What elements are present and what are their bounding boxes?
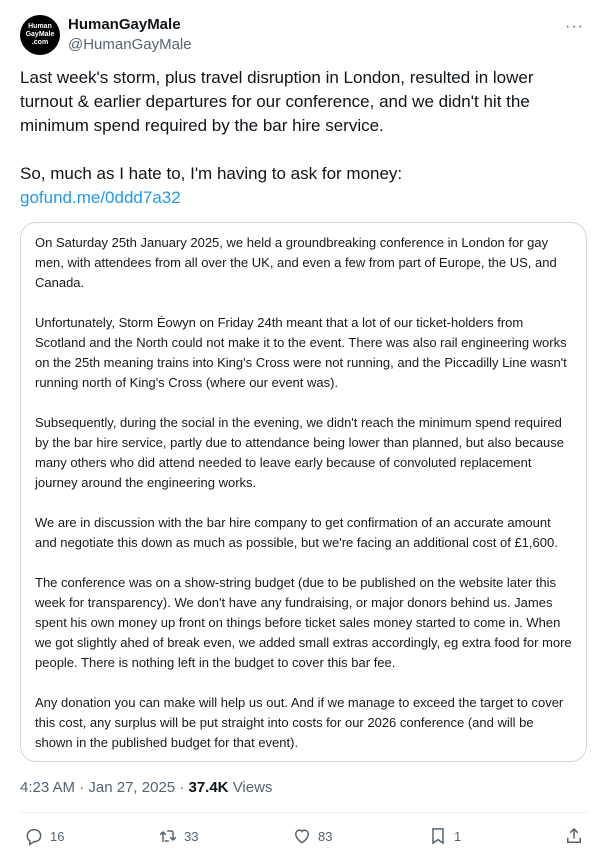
bookmark-button[interactable] xyxy=(428,826,461,846)
like-button[interactable] xyxy=(292,826,332,846)
heart-icon xyxy=(292,826,312,846)
bookmark-icon xyxy=(428,826,448,846)
repost-icon xyxy=(158,826,178,846)
repost-button[interactable] xyxy=(158,826,198,846)
avatar-text-2: GayMale xyxy=(25,31,55,38)
reply-button[interactable] xyxy=(24,826,64,846)
display-name[interactable]: HumanGayMale xyxy=(68,16,181,33)
meta-separator: · xyxy=(79,779,89,796)
share-button[interactable] xyxy=(564,826,584,846)
tweet-header xyxy=(20,12,588,58)
tweet-text xyxy=(20,66,588,210)
card-paragraph-4: We are in discussion with the bar hire company to get confirmation of an accurate amount and negotiate this down as much as possible, but we're facing an additional cost of £1,600. xyxy=(35,515,558,550)
handle[interactable]: @HumanGayMale xyxy=(68,36,192,53)
views-label: Views xyxy=(232,779,273,796)
avatar-text-1: Human xyxy=(28,23,52,30)
like-count: 83 xyxy=(318,828,333,844)
author-names xyxy=(68,15,192,55)
reply-count: 16 xyxy=(50,828,65,844)
more-options-icon[interactable]: ··· xyxy=(565,18,584,35)
card-paragraph-6: Any donation you can make will help us out. And if we manage to exceed the target to cover this cost, any surplus will be put straight into costs for our 2026 conference (and will be shown in the published budget for that event). xyxy=(35,695,564,750)
card-paragraph-3: Subsequently, during the social in the evening, we didn't reach the minimum spend required by the bar hire service, partly due to attendance being lower than planned, but also because many others who did attend needed to leave early because of convoluted replacement journey around the engineering works. xyxy=(35,415,565,490)
repost-count: 33 xyxy=(184,828,199,844)
card-paragraph-5: The conference was on a show-string budget (due to be published on the website later this week for transparency). We don't have any fundraising, or major donors behind us. James spent his own money up front on things before ticket sales money started to come in. When we got slightly ahed of break even, we added small extras accordingly, eg extra food for more people. There is nothing left in the budget to cover this bar fee. xyxy=(35,575,572,670)
card-paragraph-1: On Saturday 25th January 2025, we held a groundbreaking conference in London for gay men, with attendees from all over the UK, and even a few from part of Europe, the US, and Canada. xyxy=(35,235,557,290)
tweet-paragraph-2: So, much as I hate to, I'm having to ask for money: xyxy=(20,164,403,183)
avatar[interactable] xyxy=(20,15,60,55)
views-count: 37.4K xyxy=(188,779,229,796)
meta-separator: · xyxy=(179,779,189,796)
tweet-date[interactable]: Jan 27, 2025 xyxy=(88,779,176,796)
tweet-time[interactable]: 4:23 AM xyxy=(20,779,76,796)
card-paragraph-2: Unfortunately, Storm Éowyn on Friday 24th meant that a lot of our ticket-holders from Scotland and the North could not make it to the event. There was also rail engineering works on the 25th meaning trains into King's Cross were not running, and the Piccadilly Line wasn't running north of King's Cross (where our event was). xyxy=(35,315,567,390)
reply-icon xyxy=(24,826,44,846)
tweet-meta xyxy=(20,778,272,798)
divider xyxy=(20,812,588,813)
tweet-paragraph-1: Last week's storm, plus travel disruption in London, resulted in lower turnout & earlier departures for our conference, and we didn't hit the minimum spend required by the bar hire service. xyxy=(20,68,534,135)
avatar-text-3: .com xyxy=(31,39,49,46)
bookmark-count: 1 xyxy=(454,828,462,844)
action-bar xyxy=(20,826,588,850)
attached-image-card[interactable] xyxy=(20,222,587,762)
share-icon xyxy=(564,826,584,846)
gofundme-link[interactable]: gofund.me/0ddd7a32 xyxy=(20,188,181,207)
